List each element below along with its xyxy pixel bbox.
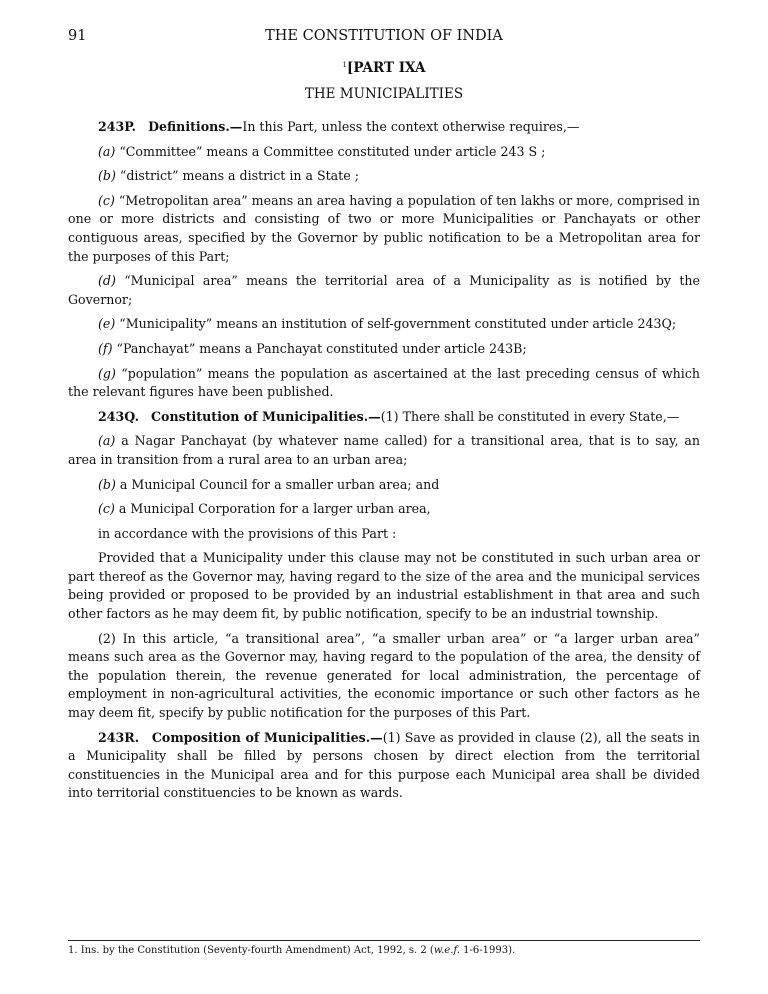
clause-d: (d) “Municipal area” means the territorial area of a Municipality as is notified by the Governor;: [68, 273, 700, 307]
part-title: $^1$[PART IXA: [342, 60, 426, 76]
clause-b: (b) “district” means a district in a State ;: [98, 168, 359, 184]
accordance-line: in accordance with the provisions of this Part :: [98, 525, 397, 541]
section-243r: 243R. Composition of Municipalities.—(1) Save as provided in clause (2), all the seats in a Municipality shall be filled by persons chosen by direct election from the territorial constituencies in the Municipal area and for this purpose each Municipal area shall be divided into territorial constituencies to be known as wards.: [68, 729, 700, 801]
proviso: Provided that a Municipality under this clause may not be constituted in such urban area or part thereof as the Governor may, having regard to the size of the area and the municipal services being provided or proposed to be provided by an industrial establishment in that area and such other factors as he may deem fit, by public notification, specify to be an industrial township.: [68, 550, 700, 622]
footnote-rule: [68, 940, 700, 941]
section-243q-heading: 243Q. Constitution of Municipalities.—(1) There shall be constituted in every State,—: [98, 408, 680, 424]
clause-f: (f) “Panchayat” means a Panchayat constituted under article 243B;: [98, 340, 527, 356]
clause-e: (e) “Municipality” means an institution of self-government constituted under article 243Q;: [98, 316, 677, 332]
clause-c: (c) “Metropolitan area” means an area having a population of ten lakhs or more, comprised in one or more districts and consisting of two or more Municipalities or Panchayats or other contiguous areas, specified by the Governor by public notification to be a Metropolitan area for the purposes of this Part;: [68, 192, 700, 264]
footnote: 1. Ins. by the Constitution (Seventy-fourth Amendment) Act, 1992, s. 2 (w.e.f. 1-6-1993).: [68, 945, 516, 956]
clause-q-b: (b) a Municipal Council for a smaller urban area; and: [98, 476, 440, 492]
clause-g: (g) “population” means the population as ascertained at the last preceding census of which the relevant figures have been published.: [68, 365, 700, 400]
clause-q-a: (a) a Nagar Panchayat (by whatever name called) for a transitional area, that is to say, an area in transition from a rural area to an urban area;: [68, 433, 700, 467]
clause-a: (a) “Committee” means a Committee constituted under article 243 S ;: [98, 143, 546, 159]
page-number: 91: [68, 28, 87, 44]
clause-2: (2) In this article, “a transitional area”, “a smaller urban area” or “a larger urban area” means such area as the Governor may, having regard to the population of the area, the density of the population therein, the revenue generated for local administration, the percentage of employment in non-agricultural activities, the economic importance or such other factors as he may deem fit, specify by public notification for the purposes of this Part.: [68, 630, 700, 721]
running-title: THE CONSTITUTION OF INDIA: [265, 28, 503, 44]
part-subtitle: THE MUNICIPALITIES: [304, 86, 464, 102]
footnote-marker: 1: [342, 61, 347, 69]
document-body: [68, 118, 700, 809]
clause-q-c: (c) a Municipal Corporation for a larger urban area,: [98, 501, 431, 517]
section-243p-heading: 243P. Definitions.—In this Part, unless the context otherwise requires,—: [98, 119, 580, 134]
page-header: [68, 28, 700, 48]
